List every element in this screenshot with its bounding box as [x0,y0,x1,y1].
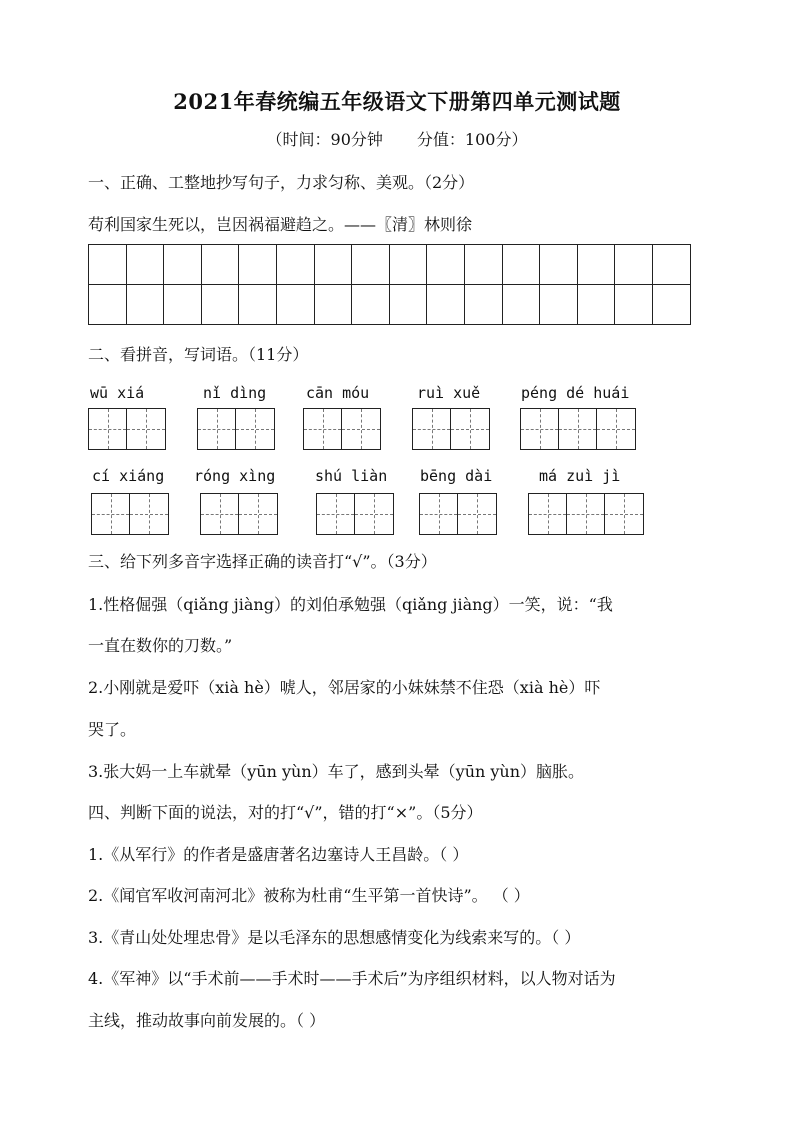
exam-info [0,127,794,150]
answer-box[interactable] [520,408,636,450]
grid-cell[interactable] [239,285,277,325]
grid-cell[interactable] [201,285,239,325]
copy-writing-grid[interactable] [88,244,691,325]
grid-cell[interactable] [502,285,540,325]
answer-cell[interactable] [89,409,127,449]
copy-sentence: 苟利国家生死以，岂因祸福避趋之。——〖清〗林则徐 [88,215,473,234]
grid-cell[interactable] [652,285,690,325]
question-text: 1.《从军行》的作者是盛唐著名边塞诗人王昌龄。（ ） [88,845,469,864]
grid-cell[interactable] [577,285,615,325]
answer-box[interactable] [528,493,644,535]
answer-box[interactable] [200,493,278,535]
grid-cell[interactable] [389,285,427,325]
grid-cell[interactable] [126,245,164,285]
grid-cell[interactable] [201,245,239,285]
question-text: 一直在数你的刀数。” [88,636,233,655]
grid-row [89,285,691,325]
answer-box[interactable] [303,408,381,450]
question-text: 2.《闻官军收河南河北》被称为杜甫“生平第一首快诗”。 （ ） [88,886,530,905]
answer-box[interactable] [412,408,490,450]
question-text: 主线，推动故事向前发展的。（ ） [88,1011,326,1030]
answer-cell[interactable] [317,494,355,534]
answer-cell[interactable] [239,494,277,534]
answer-cell[interactable] [529,494,567,534]
answer-cell[interactable] [92,494,130,534]
question-text: 2.小刚就是爱吓（xià hè）唬人，邻居家的小妹妹禁不住恐（xià hè）吓 [88,678,601,697]
answer-box[interactable] [316,493,394,535]
grid-cell[interactable] [352,245,390,285]
question-text: 1.性格倔强（qiǎng jiàng）的刘伯承勉强（qiǎng jiàng）一笑，说：“我 [88,595,613,614]
grid-cell[interactable] [540,245,578,285]
grid-cell[interactable] [126,285,164,325]
answer-cell[interactable] [127,409,165,449]
grid-cell[interactable] [164,245,202,285]
grid-cell[interactable] [615,245,653,285]
pinyin-label: bēng dài [420,467,493,485]
pinyin-label: shú liàn [315,467,388,485]
pinyin-label: má zuì jì [539,467,621,485]
question-text: 3.张大妈一上车就晕（yūn yùn）车了，感到头晕（yūn yùn）脑胀。 [88,762,585,781]
answer-cell[interactable] [130,494,168,534]
section1-heading: 一、正确、工整地抄写句子，力求匀称、美观。（2分） [88,173,475,192]
section4-heading: 四、判断下面的说法，对的打“√”，错的打“×”。（5分） [88,803,483,822]
total-score: 分值：100分） [416,130,528,149]
pinyin-label: péng dé huái [521,384,630,402]
question-text: 3.《青山处处埋忠骨》是以毛泽东的思想感情变化为线索来写的。（ ） [88,928,581,947]
answer-cell[interactable] [342,409,380,449]
section3-heading: 三、给下列多音字选择正确的读音打“√”。（3分） [88,552,437,571]
answer-box[interactable] [91,493,169,535]
grid-cell[interactable] [615,285,653,325]
time-limit: （时间：90分钟 [266,130,383,149]
page-title: 2021年春统编五年级语文下册第四单元测试题 [173,89,621,114]
grid-cell[interactable] [389,245,427,285]
section2-heading: 二、看拼音，写词语。（11分） [88,345,309,364]
answer-box[interactable] [88,408,166,450]
pinyin-label: wū xiá [90,384,145,402]
grid-cell[interactable] [314,245,352,285]
answer-box[interactable] [419,493,497,535]
answer-cell[interactable] [236,409,274,449]
answer-cell[interactable] [413,409,451,449]
grid-cell[interactable] [352,285,390,325]
answer-cell[interactable] [304,409,342,449]
answer-cell[interactable] [420,494,458,534]
answer-box[interactable] [197,408,275,450]
grid-cell[interactable] [164,285,202,325]
answer-cell[interactable] [521,409,559,449]
grid-cell[interactable] [427,245,465,285]
grid-cell[interactable] [89,285,127,325]
pinyin-label: nǐ dìng [203,384,267,402]
grid-cell[interactable] [652,245,690,285]
pinyin-label: cān móu [306,384,370,402]
answer-cell[interactable] [201,494,239,534]
answer-cell[interactable] [451,409,489,449]
answer-cell[interactable] [355,494,393,534]
grid-cell[interactable] [276,285,314,325]
answer-cell[interactable] [458,494,496,534]
question-text: 4.《军神》以“手术前——手术时——手术后”为序组织材料，以人物对话为 [88,969,616,988]
answer-cell[interactable] [605,494,643,534]
grid-cell[interactable] [89,245,127,285]
pinyin-label: róng xìng [194,467,276,485]
answer-cell[interactable] [559,409,597,449]
pinyin-label: ruì xuě [417,384,481,402]
grid-cell[interactable] [577,245,615,285]
pinyin-label: cí xiáng [92,467,165,485]
answer-cell[interactable] [597,409,635,449]
grid-cell[interactable] [464,245,502,285]
grid-cell[interactable] [502,245,540,285]
grid-cell[interactable] [239,245,277,285]
question-text: 哭了。 [88,720,137,739]
grid-cell[interactable] [276,245,314,285]
answer-cell[interactable] [567,494,605,534]
grid-cell[interactable] [427,285,465,325]
answer-cell[interactable] [198,409,236,449]
grid-cell[interactable] [540,285,578,325]
grid-row [89,245,691,285]
grid-cell[interactable] [314,285,352,325]
grid-cell[interactable] [464,285,502,325]
